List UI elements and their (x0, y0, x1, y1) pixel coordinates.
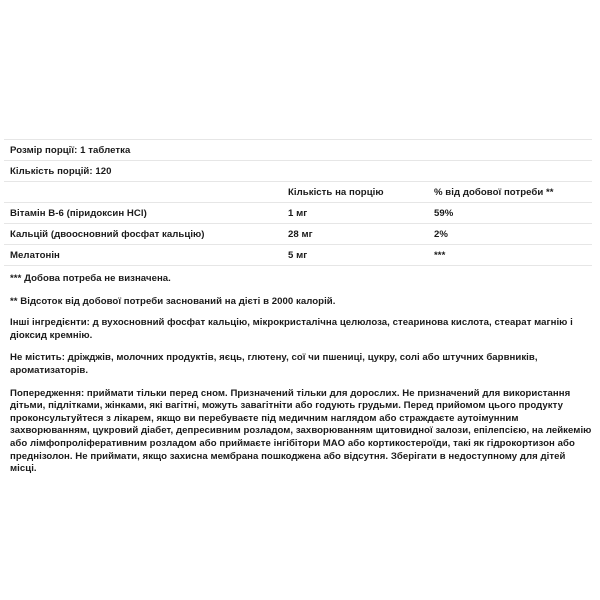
header-daily-value: % від добової потреби ** (434, 186, 554, 198)
nutrient-amount: 5 мг (288, 249, 308, 261)
label-notes (10, 273, 594, 476)
warning-text: Попередження: приймати тільки перед сном. Призначений тільки для дорослих. Не призначений для використання дітьми, підлітками, жінками, які вагітні, можуть завагітніти або годують грудьми. Перед прийомом цього продукту проконсультуйтеся з лікарем, якщо ви перебуваєте під медичним наглядом або страждаєте аутоімунним захворюванням, цукровий діабет, депресивним розладом, захворюванням щитовидної залози, епілепсією, на лейкемію або лімфопроліферативним розладом або приймаєте інгібітори МАО або кортикостероїди, такі як гідрокортизон або преднізолон. Не приймати, якщо захисна мембрана пошкоджена або відсутня. Зберігати в недоступному для дітей місці. (10, 387, 592, 475)
servings-count: Кількість порцій: 120 (10, 165, 112, 177)
table-row (4, 224, 592, 245)
dv-basis-note: ** Відсоток від добової потреби заснований на дієті в 2000 калорій. (10, 295, 336, 307)
nutrient-daily-value: *** (434, 249, 446, 261)
supplement-facts-table (4, 139, 592, 266)
nutrient-daily-value: 59% (434, 207, 454, 219)
nutrient-amount: 28 мг (288, 228, 313, 240)
table-row (4, 245, 592, 266)
serving-size-row (4, 140, 592, 161)
nutrient-name: Вітамін B-6 (піридоксин HCl) (10, 207, 147, 219)
nutrient-amount: 1 мг (288, 207, 308, 219)
servings-count-row (4, 161, 592, 182)
other-ingredients: Інші інгредієнти: д вухосновний фосфат кальцію, мікрокристалічна целюлоза, стеаринова кислота, стеарат магнію і діоксид кремнію. (10, 317, 573, 341)
table-row (4, 203, 592, 224)
supplement-facts-panel (0, 139, 600, 476)
header-amount: Кількість на порцію (288, 186, 384, 198)
dv-not-established-note: *** Добова потреба не визначена. (10, 273, 171, 284)
nutrient-daily-value: 2% (434, 228, 448, 240)
serving-size: Розмір порції: 1 таблетка (10, 144, 131, 156)
table-header-row (4, 182, 592, 203)
nutrient-name: Кальцій (двоосновний фосфат кальцію) (10, 228, 205, 240)
does-not-contain: Не містить: дріжджів, молочних продуктів, яєць, глютену, сої чи пшениці, цукру, солі або штучних барвників, ароматизаторів. (10, 352, 538, 376)
nutrient-name: Мелатонін (10, 249, 60, 261)
